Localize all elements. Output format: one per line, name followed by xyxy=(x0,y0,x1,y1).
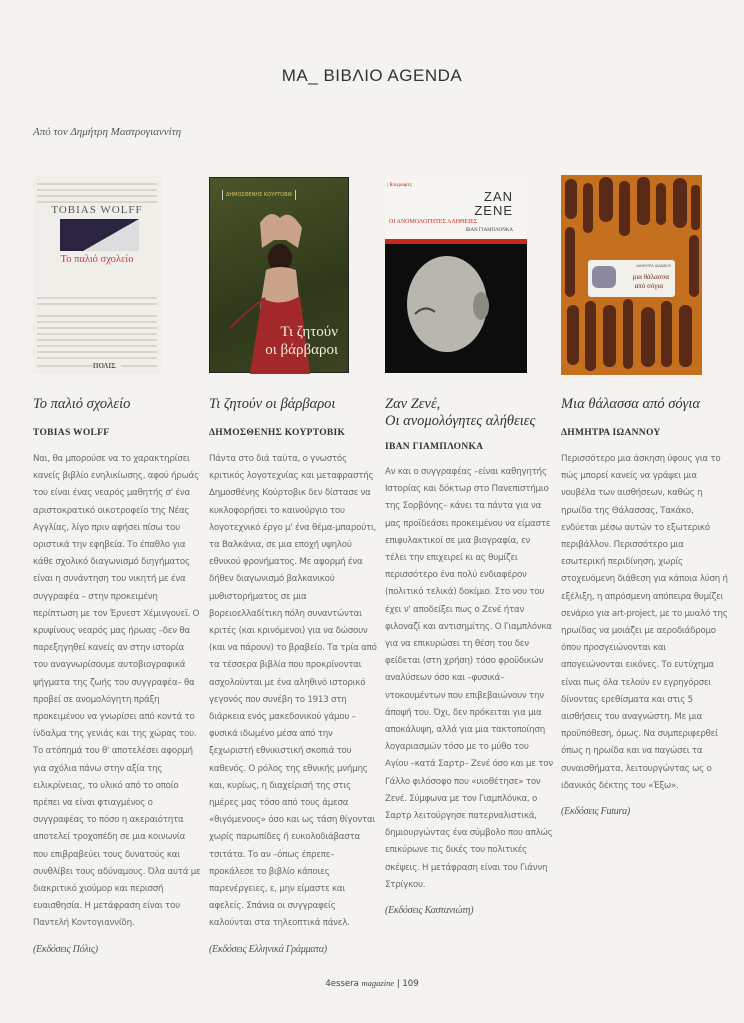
cover-subtitle: ΟΙ ΑΝΟΜΟΛΟΓΗΤΕΣ ΑΛΗΘΕΙΕΣ xyxy=(389,219,478,225)
book-cover-old-school xyxy=(33,176,161,374)
cover-publisher: ΠΟΛΙΣ xyxy=(93,362,116,370)
page-number: 109 xyxy=(402,979,419,989)
cover-label xyxy=(588,260,675,297)
cover-author: ΔΗΜΗΤΡΑ ΙΩΑΝΝΟΥ xyxy=(636,264,671,268)
cover-title-line2: από σόγια xyxy=(634,282,663,290)
review-author: ΙΒΑΝ ΓΙΑΜΠΛΟΝΚΑ xyxy=(385,442,484,452)
publisher: (Εκδόσεις Futura) xyxy=(561,806,630,818)
cover-author: ΔΗΜΟΣΘΕΝΗΣ ΚΟΥΡΤΟΒΙΚ xyxy=(222,190,296,200)
cover-illustration-lion xyxy=(592,266,616,288)
cover-portrait-photo xyxy=(385,244,527,373)
book-cover-barbarians xyxy=(209,177,349,373)
review-body xyxy=(385,464,553,919)
review-body xyxy=(33,451,201,958)
publisher: (Εκδόσεις Πόλις) xyxy=(33,943,98,955)
review-author: TOBIAS WOLFF xyxy=(33,428,110,438)
byline: Από τον Δημήτρη Μαστρογιαννίτη xyxy=(33,126,182,138)
cover-series: | Βιογραφίες xyxy=(387,182,413,187)
page-footer xyxy=(0,978,744,989)
cover-name-line1: ZAN xyxy=(484,189,513,204)
cover-author: ΙΒΑΝ ΓΙΑΜΠΛΟΝΚΑ xyxy=(465,228,513,233)
review-text: Ναι, θα μπορούσε να το χαρακτηρίσει κανείς βιβλίο ενηλικίωσης, αφού ήρωάς του είναι ένας νεαρός μαθητής σ' ένα αριστοκρατικό οικοτροφείο της Νέας Αγγλίας, λίγο πριν αφήσει πίσω του οριστικά την εφηβεία. Το έπαθλο για κάθε σχολικό διαγωνισμό διηγήματος είναι η συνάντηση του νικητή με ένα συγγραφέα – στην προκειμένη περίπτωση με τον Έρνεστ Χέμινγουεϊ. Ο κρυψίνους νεαρός μας ήρωας –δεν θα παρεξηγηθεί κανείς αν στην ιστορία του αναγνωρίσουμε αυτοβιογραφικά ψήγματα της ζωής του συγγραφέα– θα προβεί σε ανομολόγητη πράξη προκειμένου να γνωρίσει από κοντά το ίνδαλμα της γενιάς και της χώρας του. Το ατόπημά του θ' αποτελέσει αφορμή για σχόλια πάνω στην αξία της ειλικρίνειας, το υλικό από το οποίο πρέπει να είναι φτιαγμένος ο συγγραφέας το πόσο η ακεραιότητα αποτελεί τροχοπέδη σε μια κοινωνία που επιβραβεύει τους δυνατούς και συνθλίβει τους αδύναμους. Όλα αυτά με διακριτικό χιούμορ και περισσή ευαισθησία. Η μετάφραση είναι του Παντελή Κοντογιαννίδη. xyxy=(33,454,201,929)
review-title-line1: Ζαν Ζενέ, xyxy=(385,396,441,412)
book-cover-jean-genet xyxy=(385,176,527,373)
review-body xyxy=(561,451,729,820)
review-text: Περισσότερο μια άσκηση ύφους για το πώς μπορεί κανείς να γράψει μια νουβέλα των αισθήσεων, καθώς η ηρωίδα της Θάλασσας, Τακάκο, ενδύεται μέσω αυτών το εξωτερικό περιβάλλον. Περισσότερο μια εσωτερική περιδίνηση, χωρίς στοχευόμενη διάθεση για κάποια λύση ή εξέλιξη, η απρόσμενη απόπειρα θυμίζει σενάριο για art-project, με το μυαλό της ηρωίδας να μοιάζει με αεροδιάδρομο όπου προσγειώνονται και απογειώνονται εικόνες. Το ευτύχημα είναι πως όλα τελούν εν εγρηγόρσει δίνοντας ερεθίσματα και στις 5 αισθήσεις του αναγνώστη. Με μια προϋπόθεση, όμως. Να συμπεριφερθεί όπως η ηρωίδα και να παγώσει τα συναισθήματα, λειτουργώντας ως ο ιδανικός δέκτης του «Έξω». xyxy=(561,454,728,791)
cover-title: Το παλιό σχολείο xyxy=(60,254,134,265)
cover-title-line2: οι βάρβαροι xyxy=(265,342,338,358)
magazine-suffix: magazine xyxy=(361,978,395,988)
cover-author: TOBIAS WOLFF xyxy=(51,204,143,216)
footer-separator: | xyxy=(396,979,400,989)
cover-title-line1: μια θάλασσα xyxy=(632,273,669,281)
publisher: (Εκδόσεις Ελληνικά Γράμματα) xyxy=(209,943,327,955)
review-author: ΔΗΜΟΣΘΕΝΗΣ ΚΟΥΡΤΟΒΙΚ xyxy=(209,428,346,438)
section-title: MA_ BIBΛIO AGENDA xyxy=(281,66,463,85)
publisher: (Εκδόσεις Καστανιώτη) xyxy=(385,905,474,917)
cover-title-line1: Τι ζητούν xyxy=(280,324,338,340)
magazine-name: 4essera xyxy=(325,979,359,989)
review-title xyxy=(385,396,560,430)
review-title: Το παλιό σχολείο xyxy=(33,396,131,412)
review-title-line2: Οι ανομολόγητες αλήθειες xyxy=(385,413,536,429)
book-cover-sea-of-soy xyxy=(561,175,702,375)
review-author: ΔΗΜΗΤΡΑ ΙΩΑΝΝΟΥ xyxy=(561,428,661,438)
review-text: Αν και ο συγγραφέας –είναι καθηγητής Ιστορίας και δόκτωρ στο Πανεπιστήμιο της Σορβόνης– κάνει τα πάντα για να μας προϊδεάσει προκειμένου να είμαστε επιφυλακτικοί σε μια βιογραφία, εν τέλει την επιχειρεί κι ας θυμίζει περισσότερο ένα πολύ ενδιαφέρον (πολιτικό τελικά) δοκίμιο. Στο νου του έχει ν' αποδείξει πως ο Ζενέ ήταν φιλοναζί και αντισημίτης. Ο Γιαμπλόνκα για να επικυρώσει τη θέση του δεν φείδεται (στη χρήση) τόσο φροϋδικών αναλύσεων όσο και –φυσικά– ντοκουμέντων που επιβεβαιώνουν την άποψή του. Όχι, δεν πρόκειται για μια αποκάλυψη, αλλά για μια τακτοποίηση λογαριασμών τόσο με το μύθο του Αγίου –κατά Σαρτρ– Ζενέ όσο και με τον Γάλλο φιλόσοφο που «υιοθέτησε» τον Ζενέ. Σύμφωνα με τον Γιαμπλόνκα, ο Σαρτρ λειτούργησε πατερναλιστικά, δημιουργώντας ένα σύμβολο που απλώς επικύρωνε τις δικές του πολιτικές σκέψεις. Η μετάφραση είναι του Γιάννη Στρίγκου. xyxy=(385,467,553,890)
review-title: Τι ζητούν οι βάρβαροι xyxy=(209,396,336,412)
review-text: Πάντα στο διά ταύτα, ο γνωστός κριτικός λογοτεχνίας και μεταφραστής Δημοσθένης Κούρτοβικ δεν δίστασε να κυκλοφορήσει το καινούργιο του λογοτεχνικό έργο μ' ένα θέμα-μπαρούτι, τα Βαλκάνια, σε μια εποχή υψηλού εθνικού φρονήματος. Με αφορμή ένα δήθεν διαγωνισμό βαλκανικού μυθιστορήματος σε μια βορειοελλαδίτικη πόλη συναντώνται κριτές (και κρινόμενοι) για να δώσουν (και να πάρουν) το βραβείο. Τα τρία από τα τέσσερα βιβλία που προκρίνονται ασχολούνται με ένα αληθινό ιστορικό γεγονός που συνέβη το 1913 στη διάρκεια ενός μακεδονικού γάμου – φυσικά ιδωμένο μέσα από την ξεχωριστή εθνικιστική σκοπιά του καθενός. Ο ρόλος της εθνικής μνήμης και, κυρίως, η διαχείρισή της στις ημέρες μας τόσο από τους άμεσα «θιγόμενους» όσο και ως τάση θίγονται χωρίς παρωπίδες ή ευκολοδιάβαστα τσιτάτα. Το αν –όπως έπρεπε– προκάλεσε το βιβλίο κάποιες παρενέργειες, ε, μην είμαστε και αφελείς. Σπάνια οι συγγραφείς καλούνται στα τηλεοπτικά πάνελ. xyxy=(209,454,377,929)
cover-name-line2: ZENE xyxy=(474,203,513,218)
review-body xyxy=(209,451,377,958)
review-title: Μια θάλασσα από σόγια xyxy=(561,396,701,412)
